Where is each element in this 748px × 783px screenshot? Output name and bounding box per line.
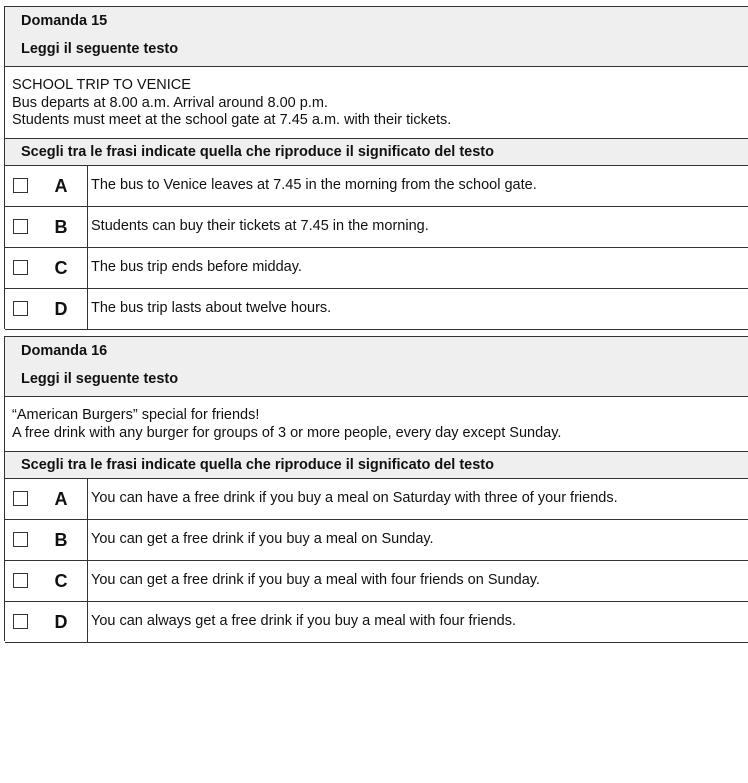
passage-line: Students must meet at the school gate at 7.45 a.m. with their tickets. xyxy=(12,112,452,128)
option-text: You can have a free drink if you buy a meal on Saturday with three of your friends. xyxy=(91,490,618,506)
option-letter: B xyxy=(54,530,68,550)
option-text: You can always get a free drink if you buy a meal with four friends. xyxy=(91,613,517,629)
option-letter: C xyxy=(54,258,68,278)
answer-checkbox[interactable] xyxy=(13,260,28,275)
question-15-instruction xyxy=(5,139,748,166)
option-c[interactable] xyxy=(5,248,748,289)
question-16-header xyxy=(5,337,748,397)
question-15-header xyxy=(5,7,748,67)
option-letter: B xyxy=(54,217,68,237)
option-b[interactable] xyxy=(5,207,748,248)
question-15-block xyxy=(4,6,748,329)
question-15-passage xyxy=(5,67,748,139)
option-letter: A xyxy=(54,176,68,196)
question-15-subtitle: Leggi il seguente testo xyxy=(21,41,179,57)
question-16-subtitle: Leggi il seguente testo xyxy=(21,371,179,387)
passage-line: SCHOOL TRIP TO VENICE xyxy=(12,77,191,93)
option-text: The bus trip lasts about twelve hours. xyxy=(91,300,332,316)
option-letter: D xyxy=(54,299,68,319)
option-text: Students can buy their tickets at 7.45 in the morning. xyxy=(91,218,429,234)
option-letter: D xyxy=(54,612,68,632)
option-a[interactable] xyxy=(5,166,748,207)
answer-checkbox[interactable] xyxy=(13,614,28,629)
option-letter: C xyxy=(54,571,68,591)
option-text: You can get a free drink if you buy a meal with four friends on Sunday. xyxy=(91,572,540,588)
option-text: The bus trip ends before midday. xyxy=(91,259,302,275)
answer-checkbox[interactable] xyxy=(13,532,28,547)
option-letter: A xyxy=(54,489,68,509)
answer-checkbox[interactable] xyxy=(13,301,28,316)
option-b[interactable] xyxy=(5,520,748,561)
option-text: You can get a free drink if you buy a meal on Sunday. xyxy=(91,531,434,547)
question-16-passage xyxy=(5,397,748,452)
option-d[interactable] xyxy=(5,602,748,643)
option-a[interactable] xyxy=(5,479,748,520)
question-16-block xyxy=(4,336,748,641)
passage-line: “American Burgers” special for friends! xyxy=(12,407,260,423)
answer-checkbox[interactable] xyxy=(13,573,28,588)
instruction-text: Scegli tra le frasi indicate quella che riproduce il significato del testo xyxy=(21,457,494,473)
option-d[interactable] xyxy=(5,289,748,330)
question-16-instruction xyxy=(5,452,748,479)
passage-line: Bus departs at 8.00 a.m. Arrival around 8.00 p.m. xyxy=(12,94,328,111)
answer-checkbox[interactable] xyxy=(13,219,28,234)
answer-checkbox[interactable] xyxy=(13,491,28,506)
question-15-title: Domanda 15 xyxy=(21,13,108,29)
answer-checkbox[interactable] xyxy=(13,178,28,193)
instruction-text: Scegli tra le frasi indicate quella che riproduce il significato del testo xyxy=(21,144,494,160)
option-c[interactable] xyxy=(5,561,748,602)
question-16-title: Domanda 16 xyxy=(21,343,108,359)
option-text: The bus to Venice leaves at 7.45 in the morning from the school gate. xyxy=(91,177,537,193)
passage-line: A free drink with any burger for groups of 3 or more people, every day except Sunday. xyxy=(12,424,562,441)
